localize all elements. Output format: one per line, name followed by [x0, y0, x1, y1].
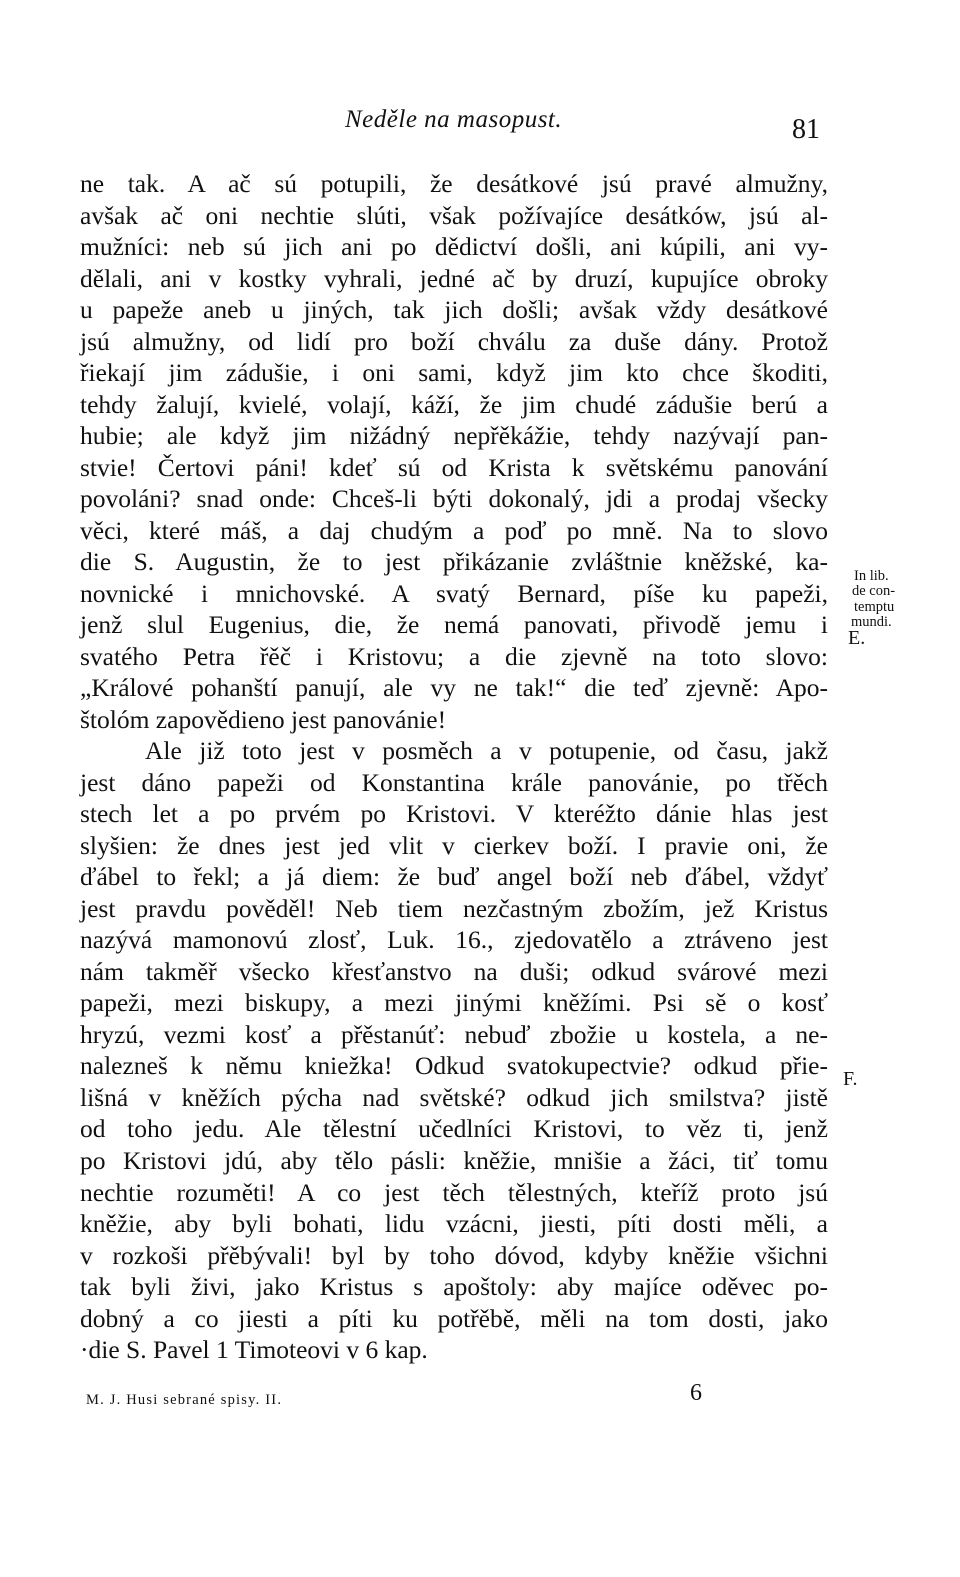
text-line: avšak ač oni nechtie slúti, však požívajíce desátków, jsú al-	[80, 200, 828, 230]
paragraph-start-line: Ale již toto jest v posměch a v potupenie, od času, jakž	[145, 736, 828, 766]
text-line: slyšien: že dnes jest jed vlit v cierkev boží. I pravie oni, že	[80, 830, 828, 860]
text-line: jest pravdu pověděl! Neb tiem nezčastným zbožím, jež Kristus	[80, 893, 828, 923]
text-line: „Králové pohanští panují, ale vy ne tak!“ die teď zjevně: Apo-	[80, 673, 828, 703]
text-line: stvie! Čertovi páni! kdeť sú od Krista k světskému panování	[80, 452, 828, 482]
text-line: nazývá mamonovú zlosť, Luk. 16., zjedovatělo a ztráveno jest	[80, 925, 828, 955]
text-line: hubie; ale když jim nižádný nepřěkážie, tehdy nazývají pan-	[80, 421, 828, 451]
text-line: ďábel to řekl; a já diem: že buď angel boží neb ďábel, vždyť	[80, 862, 828, 892]
body-text	[80, 168, 828, 1366]
text-line: u papeže aneb u jiných, tak jich došli; avšak vždy desátkové	[80, 295, 828, 325]
signature-mark: 6	[690, 1380, 702, 1406]
text-line: stech let a po prvém po Kristovi. V kteréžto dánie hlas jest	[80, 799, 828, 829]
text-line: v rozkoši přěbývali! byl by toho dóvod, kdyby kněžie všichni	[80, 1240, 828, 1270]
text-line: věci, které máš, a daj chudým a poď po mně. Na to slovo	[80, 515, 828, 545]
text-line: hryzú, vezmi kosť a přěstanúť: nebuď zbožie u kostela, a ne-	[80, 1019, 828, 1049]
text-line: ne tak. A ač sú potupili, že desátkové jsú pravé almužny,	[80, 169, 828, 198]
margin-note: mundi.	[851, 614, 892, 630]
text-line: mužníci: neb sú jich ani po dědictví došli, ani kúpili, ani vy-	[80, 232, 828, 262]
text-line: štolóm zapovědieno jest panovánie!	[80, 704, 447, 734]
text-line: dělali, ani v kostky vyhrali, jedné ač by druzí, kupujíce obroky	[80, 263, 828, 293]
margin-letter-f: F.	[843, 1068, 858, 1090]
text-line: povoláni? snad onde: Chceš-li býti dokonalý, jdi a prodaj všecky	[80, 484, 828, 514]
text-line: po Kristovi jdú, aby tělo pásli: kněžie, mnišie a žáci, tiť tomu	[80, 1145, 828, 1175]
text-line: nám takměř všecko křesťanstvo na duši; odkud svárové mezi	[80, 956, 828, 986]
text-line: od toho jedu. Ale tělestní učedlníci Kristovi, to věz ti, jenž	[80, 1114, 828, 1144]
text-line: tehdy žalují, kvielé, volají, káží, že jim chudé zádušie berú a	[80, 389, 828, 419]
text-line: jsú almužny, od lidí pro boží chválu za duše dány. Protož	[80, 326, 828, 356]
text-line: nechtie rozuměti! A co jest těch tělestných, kteříž proto jsú	[80, 1177, 828, 1207]
text-line: řiekají jim zádušie, i oni sami, když jim kto chce škoditi,	[80, 358, 828, 388]
running-title: Neděle na masopust.	[345, 106, 563, 133]
text-line: tak byli živi, jako Kristus s apoštoly: aby majíce oděvec po-	[80, 1272, 828, 1302]
signature-line: M. J. Husi sebrané spisy. II.	[86, 1392, 283, 1408]
page-number: 81	[792, 114, 820, 145]
text-line: novnické i mnichovské. A svatý Bernard, píše ku papeži,	[80, 578, 828, 608]
text-line: kněžie, aby byli bohati, lidu vzácni, jiesti, píti dosti měli, a	[80, 1209, 828, 1239]
text-line: papeži, mezi biskupy, a mezi jinými kněžími. Psi sě o kosť	[80, 988, 828, 1018]
text-line: nalezneš k němu kniežka! Odkud svatokupectvie? odkud přie-	[80, 1051, 828, 1081]
text-line: svatého Petra řěč i Kristovu; a die zjevně na toto slovo:	[80, 641, 828, 671]
text-line: jenž slul Eugenius, die, že nemá panovati, přivodě jemu i	[80, 610, 828, 640]
margin-letter-e: E.	[848, 627, 866, 649]
margin-note: de con-	[852, 583, 896, 599]
margin-note: In lib.	[854, 568, 889, 584]
margin-note: temptu	[854, 599, 895, 615]
text-line: ·die S. Pavel 1 Timoteovi v 6 kap.	[80, 1335, 428, 1365]
text-line: dobný a co jiesti a píti ku potřěbě, měli na tom dosti, jako	[80, 1303, 828, 1333]
text-line: die S. Augustin, že to jest přikázanie zvláštnie kněžské, ka-	[80, 547, 828, 577]
text-line: lišná v kněžích pýcha nad světské? odkud jich smilstva? jistě	[80, 1082, 828, 1112]
text-line: jest dáno papeži od Konstantina krále panovánie, po třěch	[80, 767, 828, 797]
